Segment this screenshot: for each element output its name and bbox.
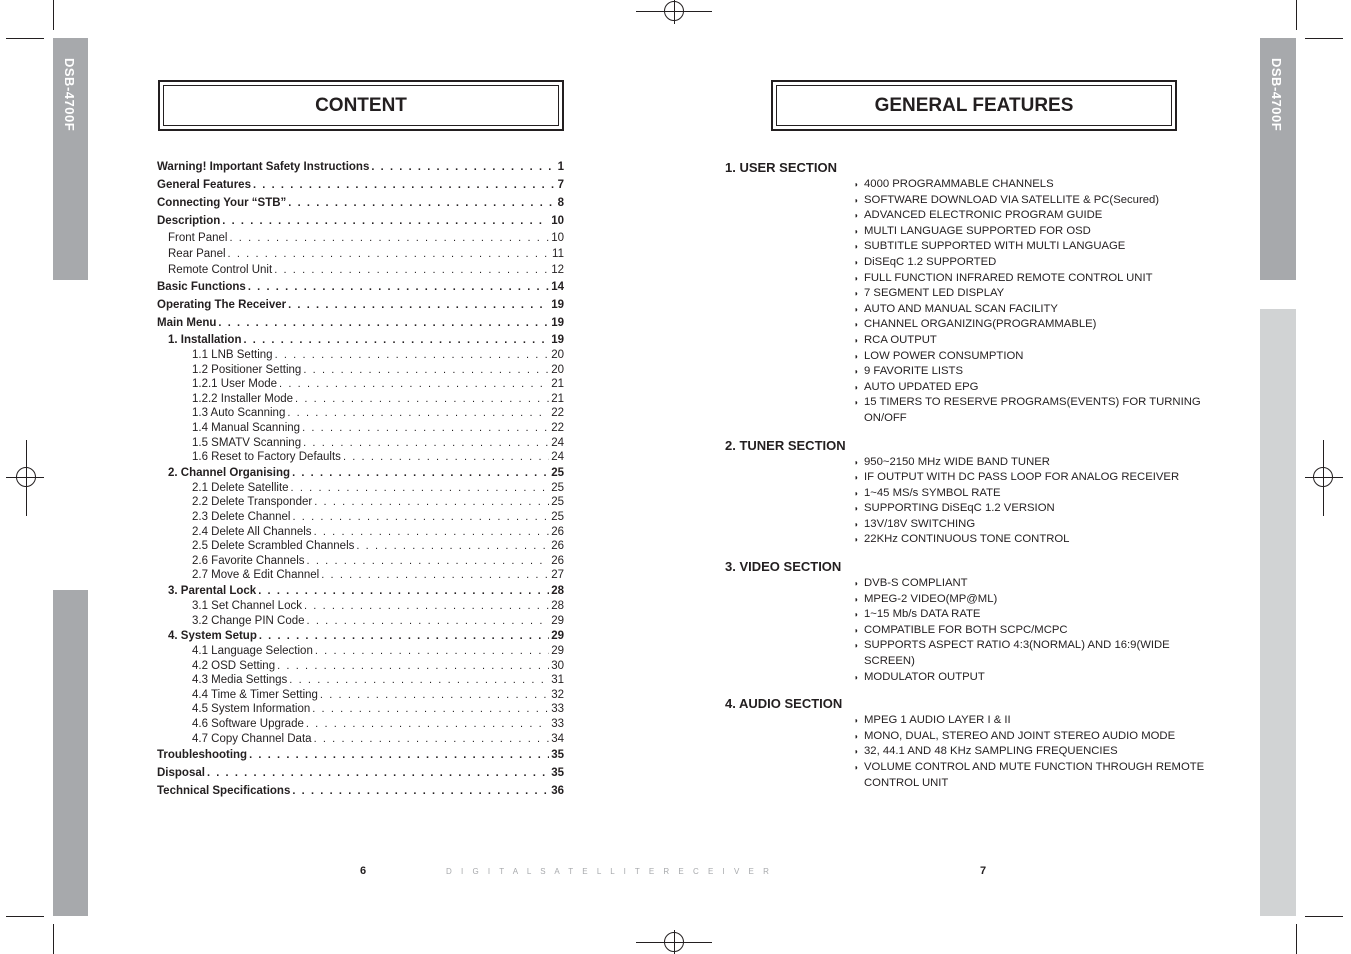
feature-item [725,744,1205,760]
feature-item-text: 15 TIMERS TO RESERVE PROGRAMS(EVENTS) FOR TURNING ON/OFF [864,396,1201,424]
bullet-icon: ◗ [854,488,859,498]
feature-item-text: SUPPORTING DiSEqC 1.2 VERSION [864,502,1055,515]
toc-entry-label: 1.1 LNB Setting [192,349,273,361]
toc-entry [157,659,564,674]
toc-leader-dots [288,194,555,212]
toc-entry-page: 32 [551,688,564,701]
section-heading: 4. AUDIO SECTION [725,696,843,712]
toc-leader-dots [289,673,549,688]
features-title-box [771,80,1177,131]
toc-entry-label: 2.3 Delete Channel [192,510,291,523]
bullet-icon: ◗ [854,641,859,651]
toc-entry-page: 24 [551,451,564,464]
toc-entry [157,628,564,644]
toc-entry-page: 21 [551,392,564,405]
feature-item [725,470,1205,486]
toc-entry [157,377,564,392]
toc-leader-dots [356,539,549,554]
toc-entry-page: 22 [551,407,564,420]
toc-entry-page: 20 [551,363,564,376]
toc-entry-label: Warning! Important Safety Instructions [157,161,370,173]
feature-item [725,623,1205,639]
toc-entry-label: 4.7 Copy Channel Data [192,732,312,745]
toc-leader-dots [292,465,549,481]
feature-item [725,317,1205,333]
feature-item-text: MULTI LANGUAGE SUPPORTED FOR OSD [864,224,1091,237]
toc-entry [157,717,564,732]
feature-item [725,395,1205,426]
bullet-icon: ◗ [854,242,859,252]
toc-leader-dots [295,392,549,407]
toc-entry [157,406,564,421]
toc-leader-dots [371,158,555,176]
bullet-icon: ◗ [854,398,859,408]
feature-item [725,592,1205,608]
toc-leader-dots [229,230,549,246]
toc-entry-page: 26 [551,525,564,538]
toc-entry-label: 3.1 Set Channel Lock [192,599,302,612]
feature-item [725,255,1205,271]
feature-item-text: IF OUTPUT WITH DC PASS LOOP FOR ANALOG RECEIVER [864,471,1180,484]
bullet-icon: ◗ [854,382,859,392]
toc-entry-label: 2.2 Delete Transponder [192,496,313,509]
feature-item [725,455,1205,471]
feature-item [725,302,1205,318]
features-title: GENERAL FEATURES [874,94,1074,116]
feature-item-text: SOFTWARE DOWNLOAD VIA SATELLITE & PC(Secured) [864,193,1160,206]
toc-entry-label: 2.1 Delete Satellite [192,481,289,494]
toc-leader-dots [303,363,549,378]
toc-entry [157,673,564,688]
toc-entry-page: 19 [551,334,564,346]
toc-entry [157,764,564,782]
toc-entry-label: 2.6 Favorite Channels [192,554,305,567]
toc-entry-label: 3. Parental Lock [168,584,257,597]
toc-leader-dots [287,406,549,421]
toc-entry-label: 1.3 Auto Scanning [192,407,286,420]
bullet-icon: ◗ [854,504,859,514]
feature-item [725,349,1205,365]
toc-leader-dots [249,746,549,764]
toc-entry-page: 28 [551,599,564,612]
toc-leader-dots [248,278,549,296]
toc-entry-label: 4.4 Time & Timer Setting [192,688,318,701]
bullet-icon: ◗ [854,731,859,741]
toc-entry [157,525,564,540]
feature-item-text: RCA OUTPUT [864,333,937,346]
feature-item [725,729,1205,745]
toc-entry-page: 10 [551,215,564,227]
toc-entry [157,421,564,436]
toc-entry [157,599,564,614]
toc-leader-dots [244,332,550,348]
toc-leader-dots [218,314,549,332]
features-list [725,159,1205,791]
toc-entry-page: 26 [551,554,564,567]
toc-entry-page: 12 [551,264,564,276]
feature-item-text: DVB-S COMPLIANT [864,577,968,590]
toc-leader-dots [222,212,549,230]
toc-entry-page: 34 [551,732,564,745]
toc-entry [157,436,564,451]
toc-entry-label: 1.5 SMATV Scanning [192,436,302,449]
toc-entry-page: 11 [552,248,564,260]
toc-entry-label: 2.4 Delete All Channels [192,525,312,538]
bullet-icon: ◗ [854,304,859,314]
feature-item-text: DiSEqC 1.2 SUPPORTED [864,255,997,268]
bullet-icon: ◗ [854,579,859,589]
toc-entry [157,688,564,703]
toc-entry-page: 10 [551,232,564,244]
toc-entry-page: 29 [551,614,564,627]
toc-entry-page: 29 [551,630,564,643]
feature-item [725,576,1205,592]
feature-item [725,380,1205,396]
toc-entry-label: 1.2.2 Installer Mode [192,392,294,405]
crop-mark [1296,924,1297,954]
feature-item-text: 7 SEGMENT LED DISPLAY [864,287,1005,300]
toc-leader-dots [314,732,550,747]
toc-entry [157,230,564,246]
toc-entry-label: General Features [157,179,251,191]
toc-entry [157,194,564,212]
toc-entry [157,539,564,554]
feature-item-text: 1~15 Mb/s DATA RATE [864,608,981,621]
bullet-icon: ◗ [854,457,859,467]
toc-entry-label: 2.7 Move & Edit Channel [192,569,320,582]
left-side-tab-bottom [53,590,88,916]
bullet-icon: ◗ [854,180,859,189]
toc-entry [157,732,564,747]
toc-entry [157,314,564,332]
toc-leader-dots [307,614,550,629]
toc-leader-dots [314,495,549,510]
toc-leader-dots [303,436,549,451]
page-number-left: 6 [360,865,367,877]
toc-leader-dots [315,644,549,659]
toc-entry [157,212,564,230]
toc-entry-label: 4.6 Software Upgrade [192,718,304,731]
section-heading: 2. TUNER SECTION [725,437,846,453]
feature-item-text: 1~45 MS/s SYMBOL RATE [864,486,1001,499]
toc-entry-label: Main Menu [157,317,217,329]
toc-entry-label: 3.2 Change PIN Code [192,614,305,627]
toc-entry-page: 36 [551,785,564,798]
toc-entry-label: 4.3 Media Settings [192,674,288,687]
toc-entry [157,392,564,407]
bullet-icon: ◗ [854,594,859,604]
toc-entry [157,495,564,510]
toc-entry-label: 4. System Setup [168,630,257,643]
toc-entry-page: 25 [551,510,564,523]
toc-entry-label: Remote Control Unit [168,264,273,276]
toc-entry-label: Technical Specifications [157,785,291,798]
feature-item-text: SUBTITLE SUPPORTED WITH MULTI LANGUAGE [864,240,1126,253]
toc-entry-label: Basic Functions [157,281,246,293]
bullet-icon: ◗ [854,367,859,377]
toc-entry [157,296,564,314]
table-of-contents [157,158,564,800]
bullet-icon: ◗ [854,747,859,757]
toc-entry-label: 4.5 System Information [192,703,311,716]
toc-entry-label: 1.2 Positioner Setting [192,363,302,376]
bullet-icon: ◗ [854,610,859,620]
toc-entry [157,176,564,194]
crop-mark [6,38,44,39]
toc-entry [157,568,564,583]
toc-entry-page: 20 [551,349,564,361]
feature-item-text: 13V/18V SWITCHING [864,517,976,530]
feature-item [725,177,1205,193]
page-number-right: 7 [980,865,987,877]
toc-leader-dots [292,782,549,800]
feature-item [725,239,1205,255]
footer-text: D I G I T A L S A T E L L I T E R E C E I V E R [446,867,771,876]
feature-item [725,333,1205,349]
toc-entry [157,348,564,363]
feature-item [725,760,1205,791]
feature-item [725,517,1205,533]
feature-item [725,607,1205,623]
toc-leader-dots [312,702,549,717]
feature-item-text: LOW POWER CONSUMPTION [864,349,1024,362]
bullet-icon: ◗ [854,473,859,483]
toc-entry-label: Description [157,215,221,227]
section-heading: 3. VIDEO SECTION [725,559,842,575]
feature-item [725,271,1205,287]
crop-mark [1305,38,1343,39]
toc-entry [157,450,564,465]
toc-entry-page: 35 [551,749,564,762]
bullet-icon: ◗ [854,289,859,299]
bullet-icon: ◗ [854,519,859,529]
toc-leader-dots [207,764,549,782]
feature-item-text: MONO, DUAL, STEREO AND JOINT STEREO AUDIO MODE [864,729,1176,742]
toc-entry [157,583,564,599]
toc-entry-page: 28 [551,584,564,597]
toc-leader-dots [259,628,549,644]
toc-entry-label: 4.2 OSD Setting [192,659,276,672]
toc-entry [157,554,564,569]
feature-item [725,713,1205,729]
feature-item-text: COMPATIBLE FOR BOTH SCPC/MCPC [864,623,1068,636]
feature-item [725,670,1205,686]
toc-entry-label: 4.1 Language Selection [192,645,313,658]
toc-entry-label: Connecting Your “STB” [157,197,287,209]
bullet-icon: ◗ [854,672,859,682]
toc-entry [157,465,564,481]
toc-entry-label: 1.4 Manual Scanning [192,421,301,434]
toc-entry-label: 1.2.1 User Mode [192,378,278,391]
toc-entry-page: 29 [551,645,564,658]
toc-entry-page: 31 [551,674,564,687]
toc-entry [157,332,564,348]
toc-entry-page: 25 [551,466,564,479]
toc-entry-page: 27 [551,569,564,582]
right-side-tab-bottom [1260,309,1296,916]
feature-item [725,286,1205,302]
toc-leader-dots [321,568,549,583]
toc-leader-dots [279,377,549,392]
toc-entry-label: Operating The Receiver [157,299,287,311]
feature-item-text: MPEG-2 VIDEO(MP@ML) [864,592,998,605]
toc-entry-page: 24 [551,436,564,449]
feature-item-text: 32, 44.1 AND 48 KHz SAMPLING FREQUENCIES [864,745,1118,758]
toc-leader-dots [307,554,550,569]
feature-item [725,193,1205,209]
toc-entry [157,644,564,659]
toc-entry-page: 30 [551,659,564,672]
bullet-icon: ◗ [854,257,859,267]
toc-entry [157,363,564,378]
toc-entry-page: 33 [551,718,564,731]
toc-entry-page: 25 [551,481,564,494]
toc-entry [157,481,564,496]
bullet-icon: ◗ [854,335,859,345]
toc-entry-page: 1 [557,161,564,173]
toc-leader-dots [302,421,549,436]
bullet-icon: ◗ [854,716,859,726]
feature-item-text: 4000 PROGRAMMABLE CHANNELS [864,178,1054,190]
content-title-box [158,80,564,131]
toc-entry-page: 19 [551,299,564,311]
crop-mark [1296,0,1297,30]
feature-item [725,208,1205,224]
toc-entry-page: 19 [551,317,564,329]
toc-entry [157,746,564,764]
feature-item [725,501,1205,517]
crop-mark [53,924,54,954]
toc-leader-dots [288,296,549,314]
feature-item [725,224,1205,240]
toc-entry [157,702,564,717]
crop-mark [53,0,54,30]
toc-entry-page: 7 [557,179,564,191]
bullet-icon: ◗ [854,226,859,236]
bullet-icon: ◗ [854,535,859,545]
toc-entry [157,782,564,800]
feature-item-text: ADVANCED ELECTRONIC PROGRAM GUIDE [864,209,1103,222]
toc-entry-page: 8 [557,197,564,209]
toc-leader-dots [304,599,549,614]
toc-entry-label: 1. Installation [168,334,242,346]
feature-item-text: CHANNEL ORGANIZING(PROGRAMMABLE) [864,318,1097,331]
toc-entry-label: 1.6 Reset to Factory Defaults [192,451,341,464]
toc-entry-page: 21 [551,378,564,391]
toc-leader-dots [277,659,549,674]
crop-mark [1305,916,1343,917]
toc-entry-label: Front Panel [168,232,228,244]
feature-item-text: AUTO UPDATED EPG [864,380,979,393]
feature-item-text: MODULATOR OUTPUT [864,670,985,683]
left-model-label: DSB-4700F [62,58,77,132]
toc-leader-dots [291,481,550,496]
toc-entry-label: Troubleshooting [157,749,248,762]
toc-entry [157,262,564,278]
feature-item-text: AUTO AND MANUAL SCAN FACILITY [864,302,1058,315]
feature-item [725,532,1205,548]
feature-item [725,364,1205,380]
bullet-icon: ◗ [854,625,859,635]
crop-mark [6,916,44,917]
feature-item-text: 22KHz CONTINUOUS TONE CONTROL [864,533,1070,546]
toc-leader-dots [343,450,549,465]
feature-item-text: SUPPORTS ASPECT RATIO 4:3(NORMAL) AND 16:9(WIDE SCREEN) [864,639,1170,668]
feature-item-text: 9 FAVORITE LISTS [864,365,963,378]
toc-leader-dots [274,262,549,278]
toc-entry [157,614,564,629]
bullet-icon: ◗ [854,763,859,772]
toc-entry-page: 26 [551,540,564,553]
toc-entry-page: 35 [551,767,564,780]
feature-item-text: FULL FUNCTION INFRARED REMOTE CONTROL UNIT [864,271,1153,284]
toc-entry [157,278,564,296]
feature-item-text: 950~2150 MHz WIDE BAND TUNER [864,455,1050,468]
bullet-icon: ◗ [854,273,859,283]
toc-entry-label: Rear Panel [168,248,226,260]
toc-entry [157,246,564,262]
content-title: CONTENT [315,94,407,116]
feature-item [725,486,1205,502]
toc-entry-label: 2.5 Delete Scrambled Channels [192,540,355,553]
toc-entry-label: 2. Channel Organising [168,466,291,479]
feature-item [725,638,1205,669]
toc-leader-dots [292,510,549,525]
feature-item-text: VOLUME CONTROL AND MUTE FUNCTION THROUGH REMOTE CONTROL UNIT [864,761,1205,789]
right-model-label: DSB-4700F [1269,58,1284,132]
toc-leader-dots [314,525,550,540]
toc-leader-dots [306,717,549,732]
toc-leader-dots [253,176,556,194]
feature-item-text: MPEG 1 AUDIO LAYER I & II [864,714,1011,727]
toc-leader-dots [258,583,549,599]
toc-entry-page: 33 [551,703,564,716]
toc-entry-label: Disposal [157,767,205,780]
bullet-icon: ◗ [854,211,859,221]
bullet-icon: ◗ [854,195,859,205]
toc-leader-dots [275,348,550,363]
section-heading: 1. USER SECTION [725,160,837,175]
bullet-icon: ◗ [854,351,859,361]
toc-entry-page: 22 [551,421,564,434]
toc-leader-dots [320,688,549,703]
toc-entry [157,510,564,525]
toc-entry-page: 25 [551,496,564,509]
toc-entry-page: 14 [551,281,564,293]
toc-leader-dots [228,246,551,262]
toc-entry [157,158,564,176]
bullet-icon: ◗ [854,320,859,330]
